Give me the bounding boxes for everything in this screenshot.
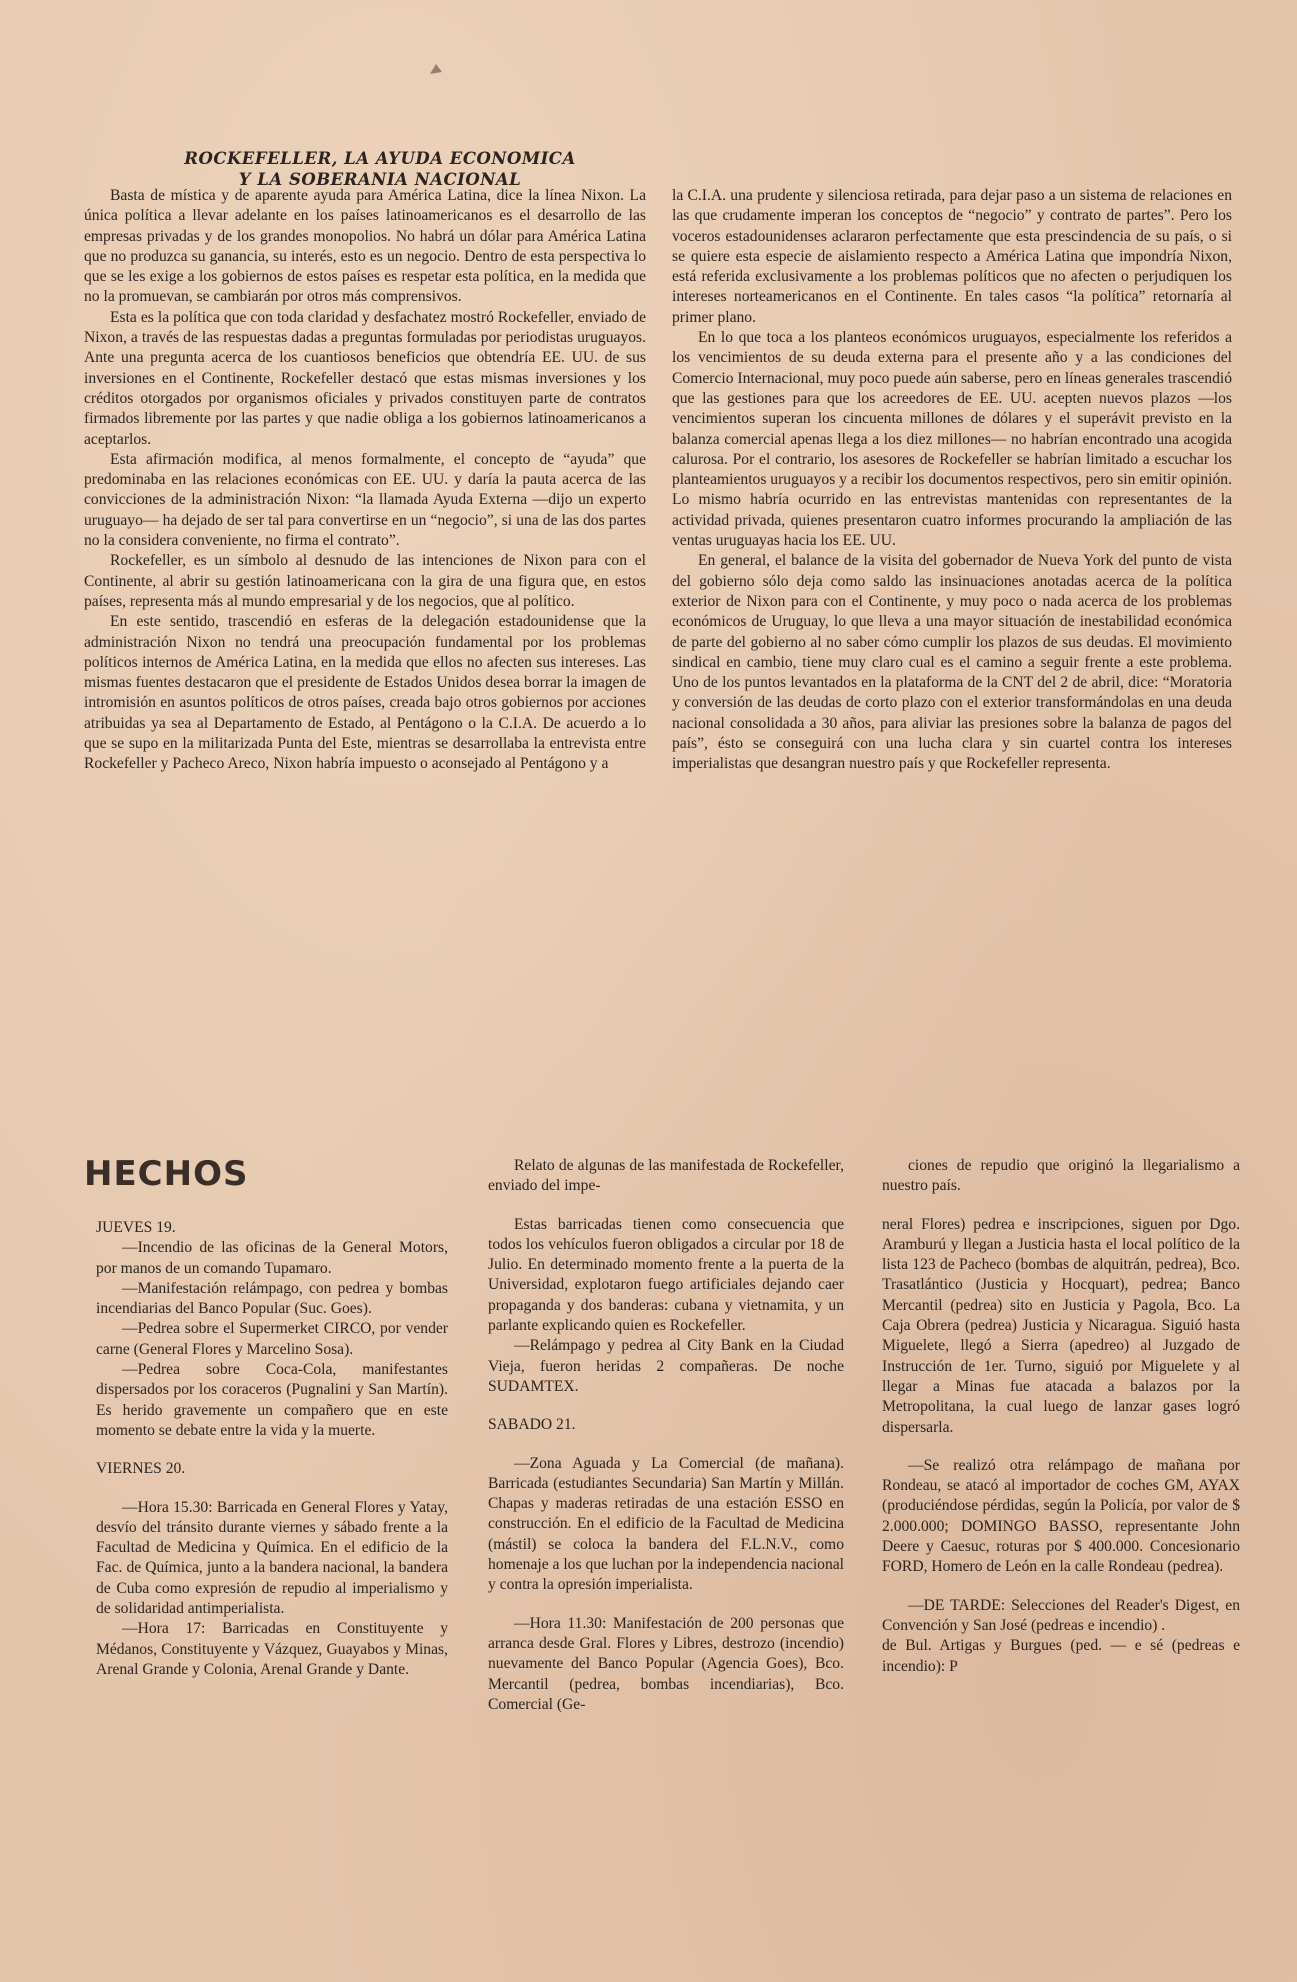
article-paragraph: la C.I.A. una prudente y silenciosa retirada, para dejar paso a un sistema de relaciones en las que crudamente imperan los conceptos de “negocio” y contrato de partes”. Pero los voceros estadounidenses aclararon perfectamente que esta prescindencia de su país, o si se quiere esta especie de aislamiento respecto a América Latina que impondría Nixon, está referida exclusivamente a los problemas políticos que no afecten o perjudiquen los intereses norteamericanos en el Continente. En tales casos “la política” retornaría al primer plano. <box>672 187 1232 326</box>
day-label: SABADO 21. <box>488 1416 576 1434</box>
event-item: —Pedrea sobre el Supermerket CIRCO, por vender carne (General Flores y Marcelino Sosa). <box>96 1320 448 1358</box>
day-label: VIERNES 20. <box>96 1460 186 1478</box>
section-intro: ciones de repudio que originó la llegarialismo a nuestro país. <box>882 1157 1240 1195</box>
event-item: Estas barricadas tienen como consecuencia que todos los vehículos fueron obligados a circular por 18 de Julio. En determinado momento frente a la puerta de la Universidad, explotaron fuego artificiales dejando caer propaganda y dos banderas: cubana y vietnamita, y un parlante explicando quien es Rockefeller. <box>488 1215 844 1335</box>
article-left-column <box>84 186 646 775</box>
article-paragraph: Rockefeller, es un símbolo al desnudo de las intenciones de Nixon para con el Continente, al abrir su gestión latinoamericana con la gira de una figura que, en estos países, representa más al mundo empresarial y de los negocios, que al político. <box>84 552 646 610</box>
article-paragraph: Basta de mística y de aparente ayuda para América Latina, dice la línea Nixon. La única política a llevar adelante en los países latinoamericanos es el desarrollo de las empresas privadas y de los grandes monopolios. No habrá un dólar para América Latina que no produzca su ganancia, su interés, esto es un negocio. Dentro de esta perspectiva lo que se les exige a los gobiernos de estos países es respetar esta política, en la medida que no la promuevan, se cambiarán por otros más comprensivos. <box>84 187 646 306</box>
article-paragraph: Esta es la política que con toda claridad y desfachatez mostró Rockefeller, enviado de Nixon, a través de las respuestas dadas a preguntas formuladas por periodistas uruguayos. Ante una pregunta acerca de los cuantiosos beneficios que obtendría EE. UU. de sus inversiones en el Continente, Rockefeller destacó que estas mismas inversiones y los créditos otorgados por organismos oficiales y privados constituyen parte de contratos firmados libremente por las partes y que nadie obliga a los gobiernos latinoamericanos a aceptarlos. <box>84 308 646 448</box>
hechos-column-3 <box>882 1156 1240 1677</box>
article-title <box>80 148 680 190</box>
day-label: JUEVES 19. <box>96 1219 176 1236</box>
event-item: —Hora 17: Barricadas en Constituyente y Médanos, Constituyente y Vázquez, Guayabos y Minas, Arenal Grande y Colonia, Arenal Grande y Dante. <box>96 1620 448 1678</box>
event-item: —Pedrea sobre Coca-Cola, manifestantes dispersados por los coraceros (Pugnalini y San Martín). Es herido gravemente un compañero que en este momento se debate entre la vida y la muerte. <box>96 1361 448 1439</box>
event-item: neral Flores) pedrea e inscripciones, siguen por Dgo. Aramburú y llegan a Justicia hasta el local político de la lista 123 de Pacheco (bombas de alquitrán, pedrea), Bco. Trasatlántico (Justicia y Hocquart), pedrea; Banco Mercantil (pedrea) sito en Justicia y Pagola, Bco. La Caja Obrera (pedrea) Justicia y Nicaragua. Siguió hasta Miguelete, llegó a Sierra (apedreo) al Juzgado de Instrucción de 1er. Turno, siguió por Miguelete y al llegar a Minas fue atacada a balazos por la Metropolitana, la cual luego de lanzar gases logró dispersarla. <box>882 1215 1240 1436</box>
hechos-column-1 <box>96 1218 448 1680</box>
section-intro: Relato de algunas de las manifestada de Rockefeller, enviado del impe- <box>488 1157 844 1195</box>
article-title-line2: Y LA SOBERANIA NACIONAL <box>238 170 522 189</box>
article-paragraph: En general, el balance de la visita del gobernador de Nueva York del punto de vista del gobierno sólo deja como saldo las insinuaciones anotadas acerca de la política exterior de Nixon para con el Continente, y muy poco o nada acerca de los problemas económicos de Uruguay, lo que lleva a una mayor situación de inestabilidad económica de parte del gobierno al no saber cómo cumplir los plazos de sus deudas. El movimiento sindical en cambio, tiene muy claro cual es el camino a seguir frente a este problema. Uno de los puntos levantados en la plataforma de la CNT del 2 de abril, dice: “Moratoria y conversión de las deudas de corto plazo con el exterior transformándolas en una deuda nacional consolidada a 30 años, para aliviar las presiones sobre la balanza de pagos del país”, ésto se conseguirá con una lucha clara y sin cuartel contra los intereses imperialistas que desangran nuestro país y que Rockefeller representa. <box>672 552 1232 773</box>
event-item: —DE TARDE: Selecciones del Reader's Digest, en Convención y San José (pedreas e incendio) . <box>882 1596 1240 1634</box>
event-item: —Relámpago y pedrea al City Bank en la Ciudad Vieja, fueron heridas 2 compañeras. De noche SUDAMTEX. <box>488 1337 844 1395</box>
event-item: —Hora 11.30: Manifestación de 200 personas que arranca desde Gral. Flores y Libres, destrozo (incendio) nuevamente del Banco Popular (Agencia Goes), Bco. Mercantil (pedrea, bombas incendiarias), Bco. Comercial (Ge- <box>488 1614 844 1713</box>
article-paragraph: En este sentido, trascendió en esferas de la delegación estadounidense que la administración Nixon no tendrá una preocupación fundamental por los problemas políticos internos de América Latina, en la medida que ellos no afecten sus intereses. Las mismas fuentes destacaron que el presidente de Estados Unidos desea borrar la imagen de intromisión en asuntos políticos de otros países, creada bajo otros gobiernos por acciones atribuidas ya sea al Departamento de Estado, al Pentágono o la C.I.A. De acuerdo a lo que se supo en la militarizada Punta del Este, mientras se desarrollaba la entrevista entre Rockefeller y Pacheco Areco, Nixon habría impuesto o aconsejado al Pentágono y a <box>84 613 646 773</box>
article-title-line1: ROCKEFELLER, LA AYUDA ECONOMICA <box>184 149 576 168</box>
event-item: de Bul. Artigas y Burgues (ped. — e sé (pedreas e incendio): P <box>882 1637 1240 1675</box>
event-item: —Zona Aguada y La Comercial (de mañana). Barricada (estudiantes Secundaria) San Martín y Millán. Chapas y maderas retiradas de una estación ESSO en construcción. En el edificio de la Facultad de Medicina (mástil) se coloca la bandera del F.L.N.V., como homenaje a los que luchan por la independencia nacional y contra la opresión imperialista. <box>488 1454 844 1594</box>
hechos-heading: HECHOS <box>84 1154 249 1194</box>
event-item: —Incendio de las oficinas de la General Motors, por manos de un comando Tupamaro. <box>96 1239 448 1277</box>
event-item: —Hora 15.30: Barricada en General Flores y Yatay, desvío del tránsito durante viernes y sábado frente a la Facultad de Medicina y Química. En el edificio de la Fac. de Química, junto a la bandera nacional, la bandera de Cuba como expresión de repudio al imperialismo y de solidaridad antimperialista. <box>96 1498 448 1618</box>
hechos-column-2 <box>488 1156 844 1715</box>
article-paragraph: En lo que toca a los planteos económicos uruguayos, especialmente los referidos a los vencimientos de su deuda externa para el presente año y a las condiciones del Comercio Internacional, muy poco puede aún saberse, pero en líneas generales trascendió que las gestiones para que los acreedores de EE. UU. acepten nuevos plazos —los vencimientos superan los cincuenta millones de dólares y el superávit previsto en la balanza comercial apenas llega a los diez millones— no habrían encontrado una acogida calurosa. Por el contrario, los asesores de Rockefeller se habrían limitado a escuchar los planteamientos uruguayos y a recibir los documentos respectivos, pero sin emitir opinión. Lo mismo habría ocurrido en las entrevistas mantenidas con representantes de la actividad privada, quienes presentaron cuatro informes procurando la ampliación de las ventas uruguayas hacia los EE. UU. <box>672 329 1232 550</box>
article-paragraph: Esta afirmación modifica, al menos formalmente, el concepto de “ayuda” que predominaba en las relaciones económicas con EE. UU. y daría la pauta acerca de las convicciones de la administración Nixon: “la llamada Ayuda Externa —dijo un experto uruguayo— ha dejado de ser tal para convertirse en un “negocio”, si una de las dos partes no la considera conveniente, no firma el contrato”. <box>84 450 646 550</box>
event-item: —Manifestación relámpago, con pedrea y bombas incendiarias del Banco Popular (Suc. Goes). <box>96 1279 448 1318</box>
event-item: —Se realizó otra relámpago de mañana por Rondeau, se atacó al importador de coches GM, AYAX (produciéndose pérdidas, según la Policía, por valor de $ 2.000.000; DOMINGO BASSO, representante John Deere y Caesuc, roturas por $ 400.000. Concesionario FORD, Homero de León en la calle Rondeau (pedrea). <box>882 1456 1240 1576</box>
article-right-column <box>672 186 1232 775</box>
ink-smudge <box>428 62 446 76</box>
